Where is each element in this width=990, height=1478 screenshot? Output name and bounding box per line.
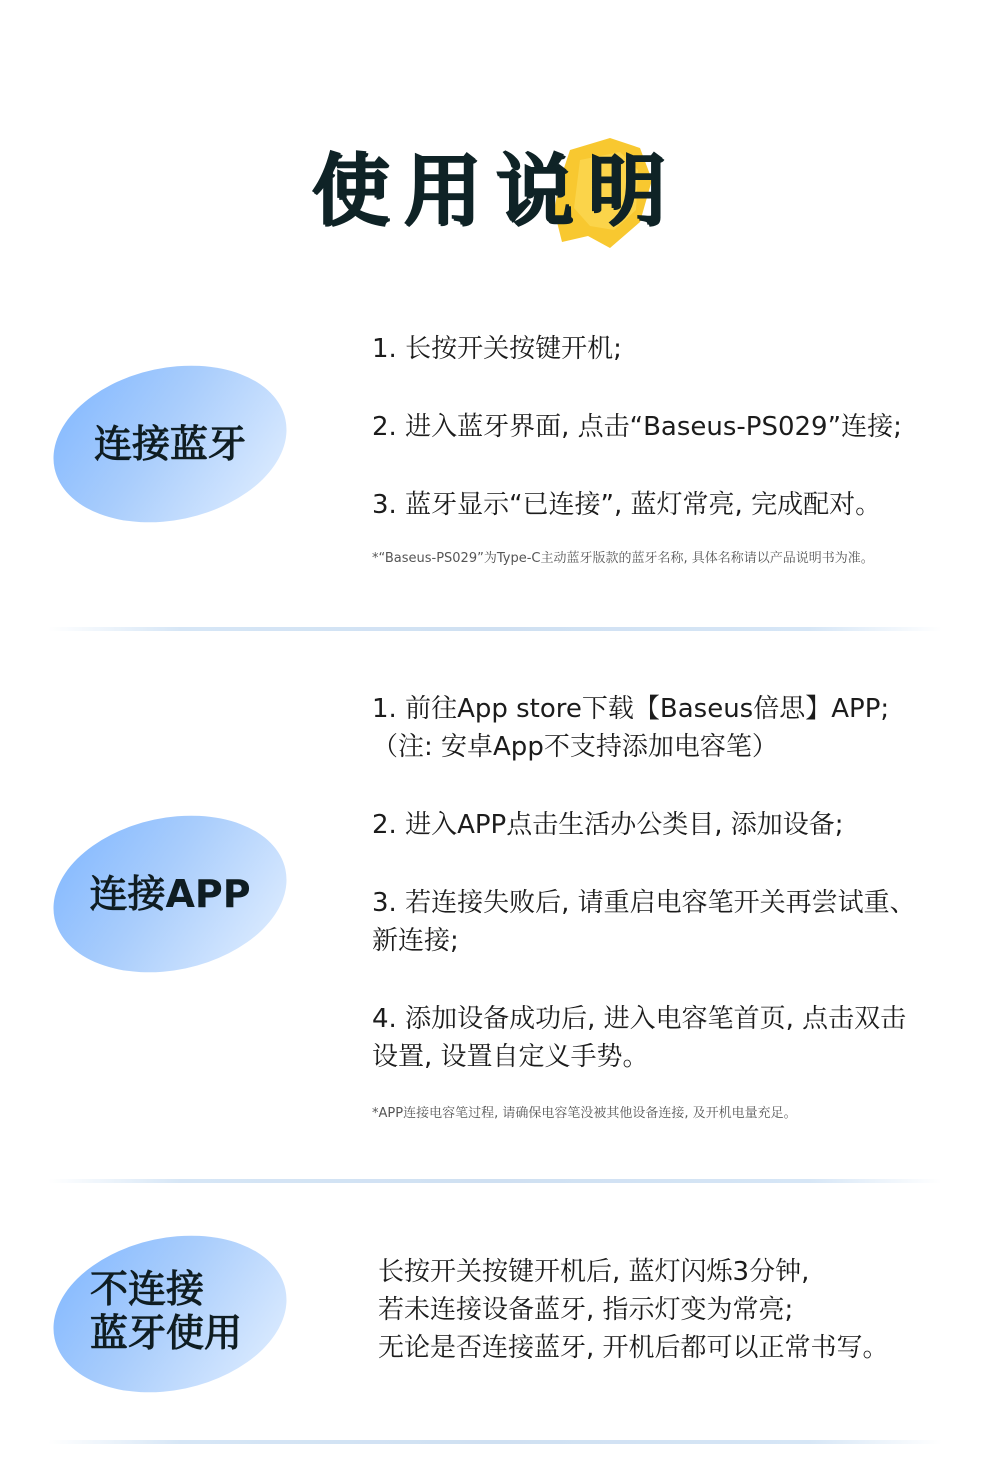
section-divider xyxy=(48,1179,942,1183)
step-item: （注: 安卓App不支持添加电容笔） xyxy=(372,732,778,762)
section-label-line1: 不连接 xyxy=(90,1267,205,1311)
step-item: 2. 进入APP点击生活办公类目, 添加设备; xyxy=(372,810,844,840)
step-item: 设置, 设置自定义手势。 xyxy=(372,1042,649,1072)
info-line: 若未连接设备蓝牙, 指示灯变为常亮; xyxy=(378,1295,794,1325)
step-item: 4. 添加设备成功后, 进入电容笔首页, 点击双击 xyxy=(372,1004,907,1034)
footnote: *“Baseus-PS029”为Type-C主动蓝牙版款的蓝牙名称, 具体名称请以产品说明书为准。 xyxy=(372,551,874,566)
title-area xyxy=(0,110,990,260)
info-line: 长按开关按键开机后, 蓝灯闪烁3分钟, xyxy=(378,1257,810,1287)
section-label: 连接APP xyxy=(89,872,251,916)
section-divider xyxy=(48,627,942,631)
steps-list xyxy=(372,690,962,1076)
section-divider xyxy=(48,1440,942,1444)
footnote: *APP连接电容笔过程, 请确保电容笔没被其他设备连接, 及开机电量充足。 xyxy=(372,1106,797,1121)
steps-list xyxy=(372,330,962,524)
step-item: 3. 若连接失败后, 请重启电容笔开关再尝试重、 xyxy=(372,888,916,918)
step-item: 新连接; xyxy=(372,926,459,956)
section-label: 连接蓝牙 xyxy=(93,422,246,466)
info-lines xyxy=(378,1253,968,1367)
page-title: 使用说明 xyxy=(310,146,679,236)
step-item: 1. 前往App store下载【Baseus倍思】APP; xyxy=(372,694,890,724)
info-line: 无论是否连接蓝牙, 开机后都可以正常书写。 xyxy=(378,1333,889,1363)
step-item: 3. 蓝牙显示“已连接”, 蓝灯常亮, 完成配对。 xyxy=(372,490,882,520)
section-label-line2: 蓝牙使用 xyxy=(90,1311,243,1355)
step-item: 1. 长按开关按键开机; xyxy=(372,334,622,364)
step-item: 2. 进入蓝牙界面, 点击“Baseus-PS029”连接; xyxy=(372,412,902,442)
